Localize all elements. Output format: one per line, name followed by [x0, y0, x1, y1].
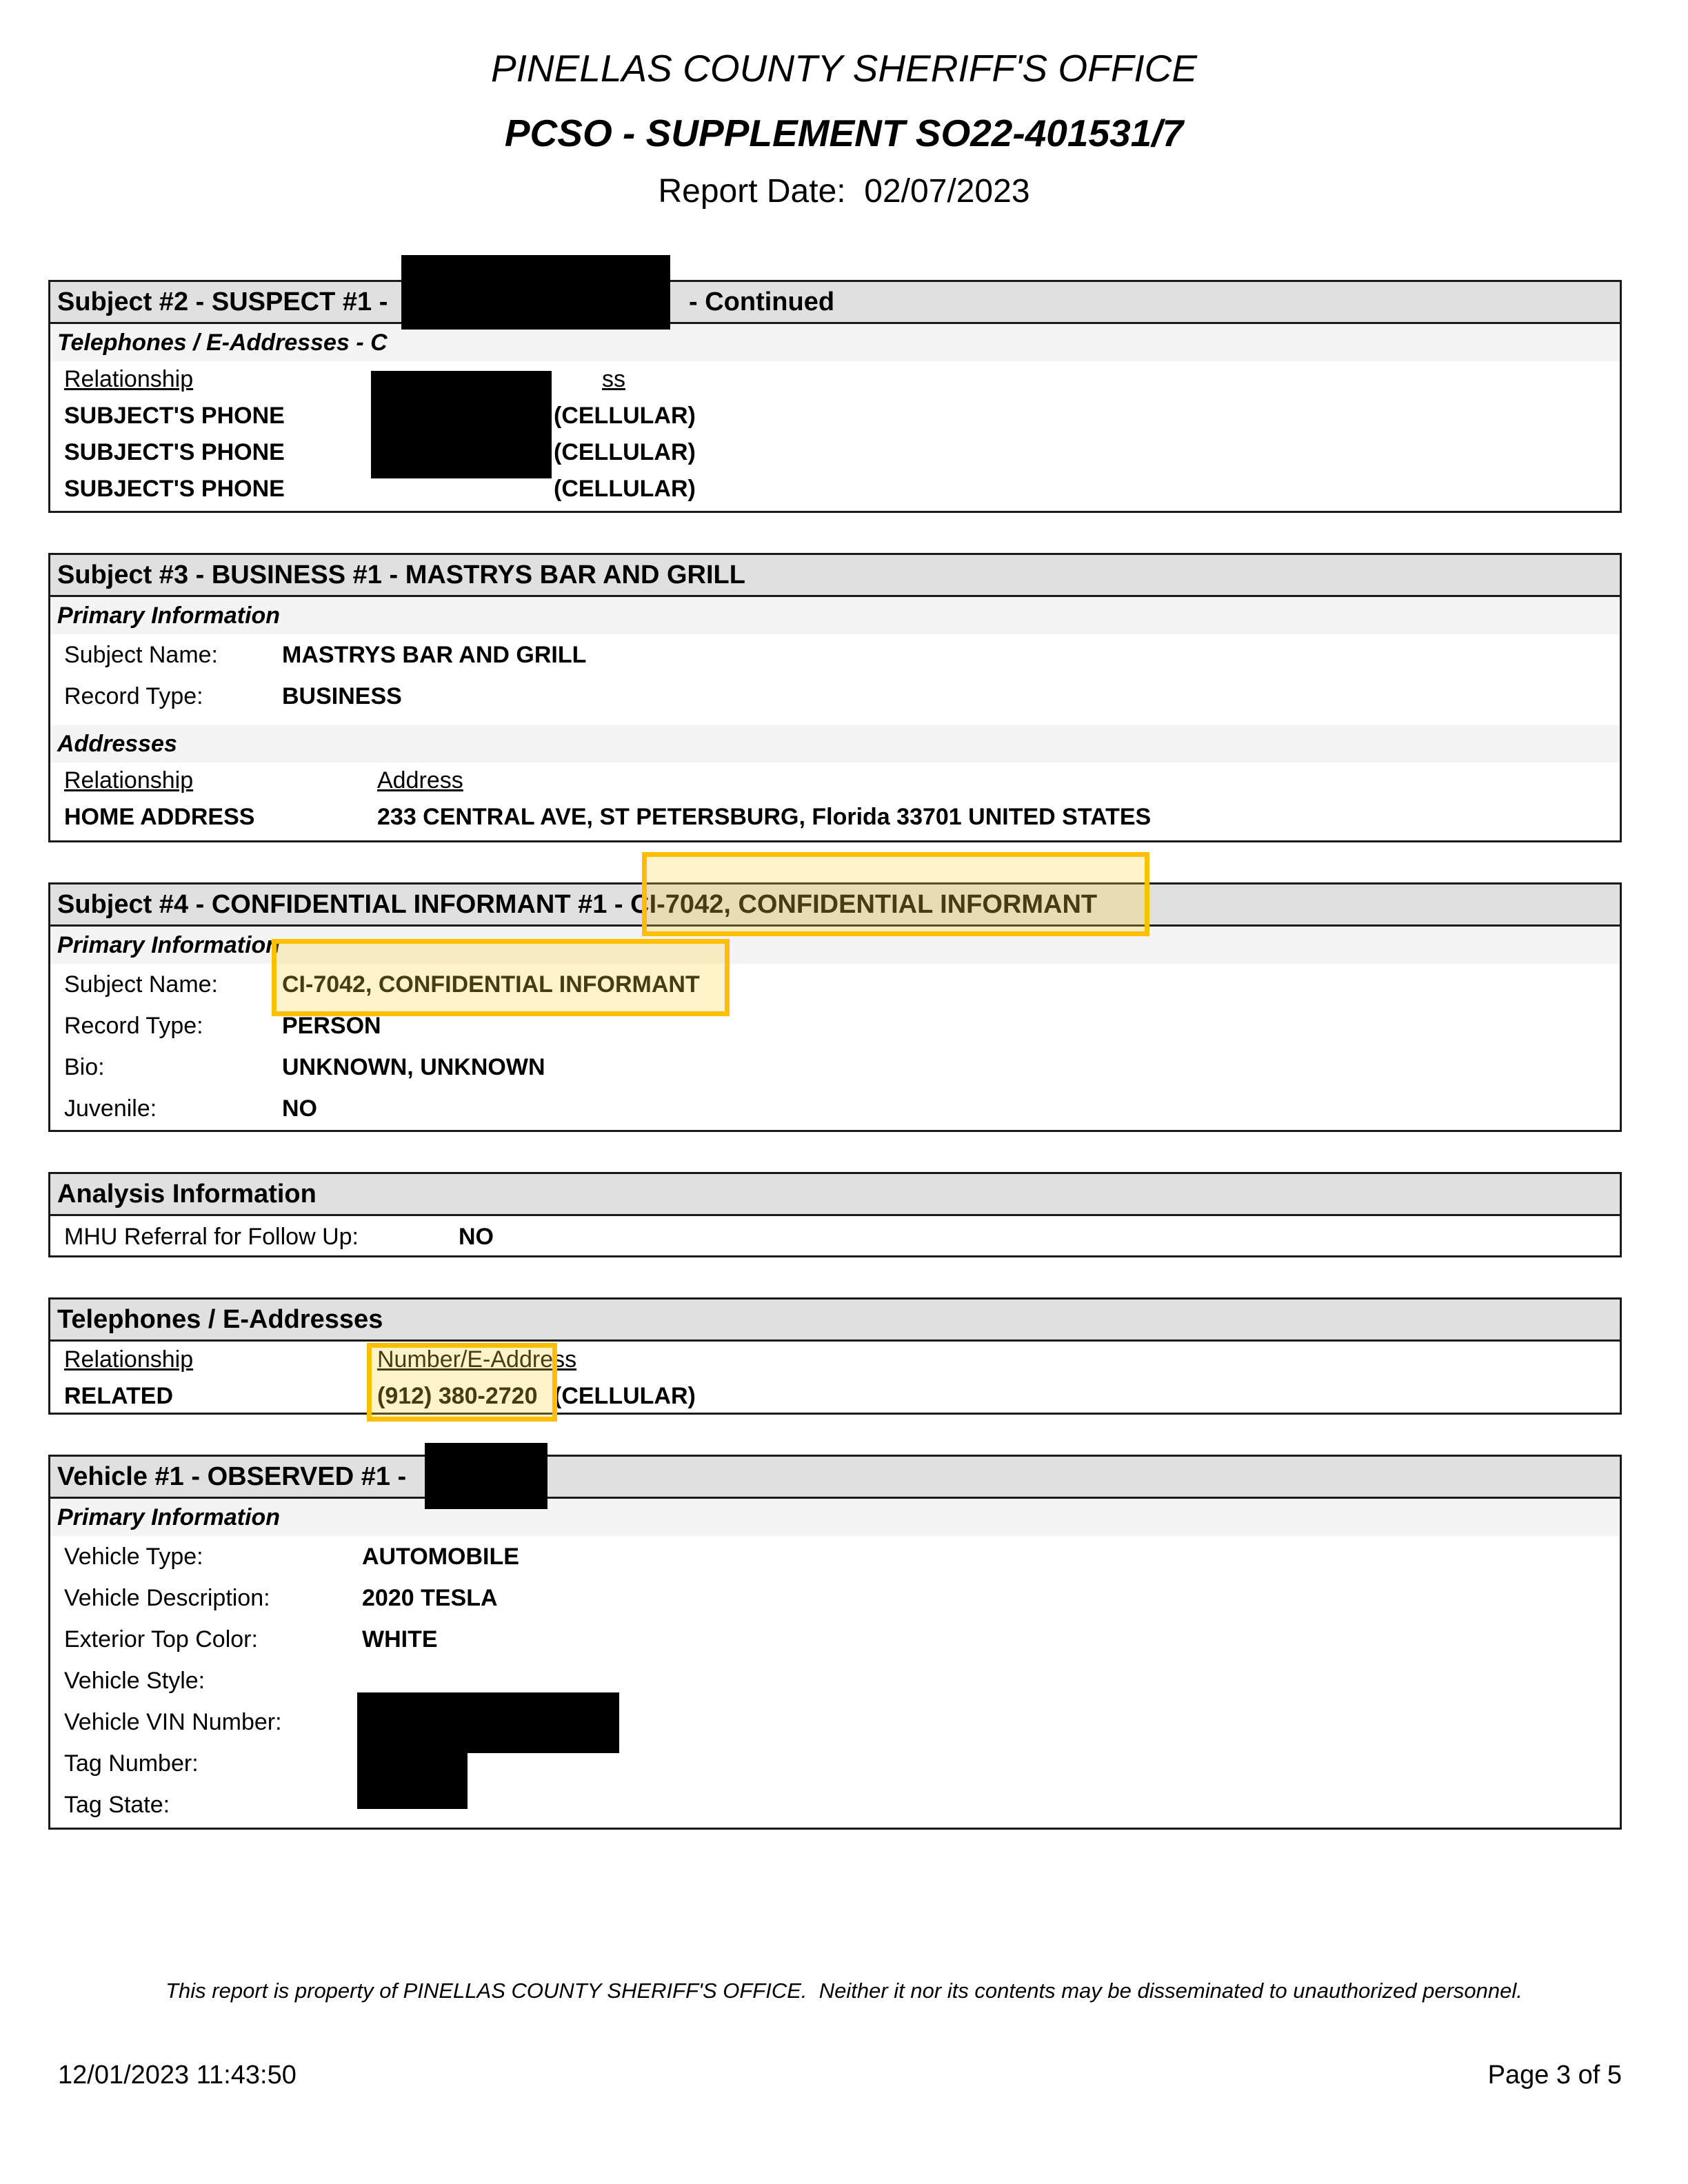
report-title: PCSO - SUPPLEMENT SO22-401531/7: [504, 112, 1184, 154]
redaction-block: [371, 371, 552, 478]
redaction-block: [357, 1751, 468, 1809]
redaction-block: [357, 1692, 619, 1753]
field-value: NO: [282, 1095, 317, 1122]
redaction-block: [425, 1443, 547, 1509]
relationship-column-header: Relationship: [64, 767, 194, 793]
relationship-column-header: Relationship: [64, 1346, 194, 1373]
subject2-column-headers: [50, 361, 1620, 398]
subject2-subsection-title: Telephones / E-Addresses - C: [50, 324, 1620, 361]
field-value: UNKNOWN, UNKNOWN: [282, 1054, 545, 1080]
page-number: Page 3 of 5: [1487, 2061, 1622, 2090]
phone-type-cell: (CELLULAR): [554, 403, 696, 429]
relationship-cell: SUBJECT'S PHONE: [64, 476, 285, 502]
table-row: [50, 434, 1620, 471]
field-row: [50, 1743, 1620, 1784]
analysis-header: Analysis Information: [50, 1174, 1620, 1216]
field-label: Record Type:: [64, 1013, 203, 1039]
table-row: [50, 471, 1620, 507]
subject2-title-suffix: - Continued: [689, 287, 835, 316]
address-column-headers: [50, 762, 1620, 799]
field-row: [50, 1660, 1620, 1701]
number-column-header: Number/E-Address: [377, 1346, 577, 1373]
vehicle-primary-label: Primary Information: [50, 1499, 1620, 1536]
highlight-box: [272, 939, 730, 1016]
field-row: [50, 1784, 1620, 1826]
subject2-section: [48, 280, 1622, 513]
phone-type-cell: (CELLULAR): [554, 1383, 696, 1409]
subject3-section: [48, 553, 1622, 842]
table-row: [50, 398, 1620, 434]
field-row: [50, 1577, 1620, 1619]
vehicle-section: [48, 1455, 1622, 1830]
field-label: Vehicle VIN Number:: [64, 1709, 282, 1735]
address-column-header: Address: [377, 767, 463, 793]
table-row: [50, 799, 1620, 836]
field-value: AUTOMOBILE: [362, 1544, 519, 1570]
field-value: WHITE: [362, 1626, 438, 1652]
agency-title: PINELLAS COUNTY SHERIFF'S OFFICE: [490, 47, 1198, 90]
relationship-cell: RELATED: [64, 1383, 174, 1409]
field-label: MHU Referral for Follow Up:: [64, 1224, 359, 1250]
field-row: [50, 1088, 1620, 1129]
field-label: Subject Name:: [64, 642, 218, 668]
disclaimer: This report is property of PINELLAS COUNTY SHERIFF'S OFFICE. Neither it nor its contents may be disseminated to unauthorized personnel.: [165, 1979, 1523, 2003]
field-value: CI-7042, CONFIDENTIAL INFORMANT: [282, 971, 700, 998]
field-row: [50, 1046, 1620, 1088]
subject2-title-prefix: Subject #2 - SUSPECT #1 -: [57, 287, 388, 316]
relationship-cell: HOME ADDRESS: [64, 804, 255, 830]
field-row: [50, 1216, 1620, 1257]
relationship-cell: SUBJECT'S PHONE: [64, 403, 285, 429]
redaction-block: [401, 255, 670, 330]
field-label: Bio:: [64, 1054, 105, 1080]
field-label: Vehicle Style:: [64, 1668, 205, 1694]
report-date-label: Report Date:: [658, 173, 846, 210]
field-label: Tag State:: [64, 1792, 170, 1818]
subject3-addresses-label: Addresses: [50, 725, 1620, 762]
field-value: MASTRYS BAR AND GRILL: [282, 642, 587, 668]
phone-number-cell: (912) 380-2720: [377, 1383, 538, 1409]
field-label: Tag Number:: [64, 1750, 199, 1777]
report-date-value: 02/07/2023: [864, 173, 1030, 210]
field-row: [50, 676, 1620, 717]
telephones-section: [48, 1297, 1622, 1415]
table-row: [50, 1378, 1620, 1415]
field-label: Subject Name:: [64, 971, 218, 998]
subject2-header: [50, 282, 1620, 324]
vehicle-header: Vehicle #1 - OBSERVED #1 -: [50, 1457, 1620, 1499]
field-label: Vehicle Description:: [64, 1585, 270, 1611]
field-value: BUSINESS: [282, 683, 402, 709]
field-value: PERSON: [282, 1013, 381, 1039]
subject3-header: Subject #3 - BUSINESS #1 - MASTRYS BAR AND GRILL: [50, 555, 1620, 597]
field-value: 2020 TESLA: [362, 1585, 498, 1611]
field-row: [50, 1536, 1620, 1577]
printed-timestamp: 12/01/2023 11:43:50: [58, 2061, 297, 2090]
field-row: [50, 634, 1620, 676]
field-value: NO: [459, 1224, 494, 1250]
analysis-section: [48, 1172, 1622, 1257]
report-date-line: [0, 170, 1688, 214]
field-row: [50, 1619, 1620, 1660]
subject4-title-name: CI-7042, CONFIDENTIAL INFORMANT: [630, 890, 1098, 919]
address-cell: 233 CENTRAL AVE, ST PETERSBURG, Florida 33701 UNITED STATES: [377, 804, 1152, 830]
phone-type-cell: (CELLULAR): [554, 476, 696, 502]
highlight-box: [367, 1343, 557, 1422]
phone-type-cell: (CELLULAR): [554, 439, 696, 465]
relationship-column-header: Relationship: [64, 366, 194, 392]
subject3-primary-label: Primary Information: [50, 597, 1620, 634]
subject4-primary-label: Primary Information: [50, 927, 1620, 964]
field-row: [50, 1701, 1620, 1743]
field-label: Vehicle Type:: [64, 1544, 203, 1570]
number-column-header: ss: [602, 366, 625, 392]
field-label: Record Type:: [64, 683, 203, 709]
field-label: Juvenile:: [64, 1095, 157, 1122]
highlight-box: [642, 852, 1149, 936]
subject4-title-prefix: Subject #4 - CONFIDENTIAL INFORMANT #1 -: [57, 890, 631, 919]
relationship-cell: SUBJECT'S PHONE: [64, 439, 285, 465]
field-label: Exterior Top Color:: [64, 1626, 258, 1652]
telephone-column-headers: [50, 1342, 1620, 1378]
telephones-header: Telephones / E-Addresses: [50, 1300, 1620, 1342]
